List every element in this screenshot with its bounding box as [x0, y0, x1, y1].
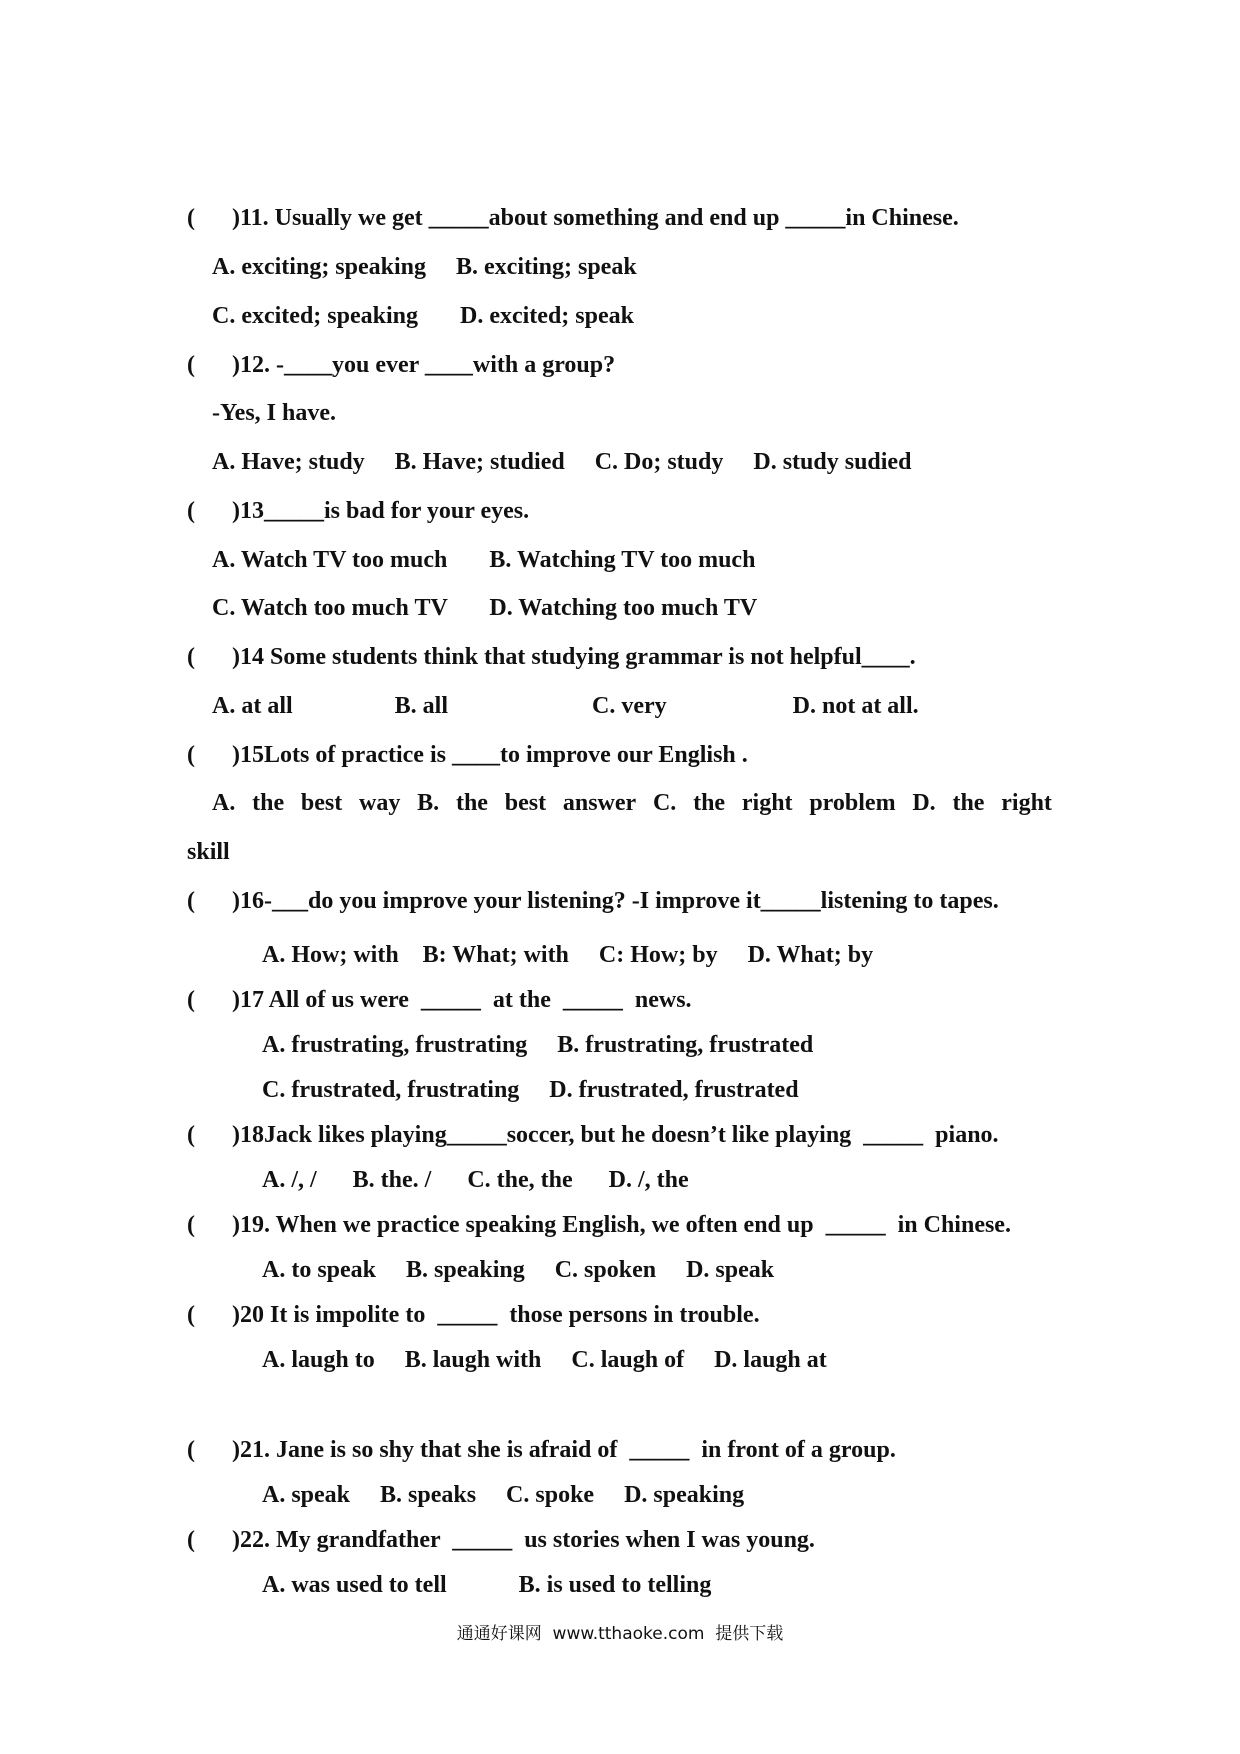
answer-blank-15: ( [187, 742, 195, 768]
question-11-options-row2: C. excited; speaking D. excited; speak [212, 303, 634, 329]
q15-word: best [300, 790, 343, 816]
answer-blank-16: ( [187, 888, 195, 914]
question-12-options: A. Have; study B. Have; studied C. Do; study D. study sudied [212, 449, 912, 475]
q15-word: B. [417, 790, 440, 816]
question-22-stem: )22. My grandfather _____ us stories when I was young. [232, 1527, 815, 1553]
q15-word: the [693, 790, 726, 816]
q15-word: A. [212, 790, 236, 816]
q15-word: problem [809, 790, 896, 816]
answer-blank-12: ( [187, 352, 195, 378]
answer-blank-11: ( [187, 205, 195, 231]
question-20-options: A. laugh to B. laugh with C. laugh of D. laugh at [262, 1347, 827, 1373]
question-16-options: A. How; with B: What; with C: How; by D. What; by [262, 942, 874, 968]
question-11-stem: )11. Usually we get _____about something and end up _____in Chinese. [232, 205, 959, 231]
question-14-stem: )14 Some students think that studying grammar is not helpful____. [232, 644, 916, 670]
answer-blank-22: ( [187, 1527, 195, 1553]
question-11-options-row1: A. exciting; speaking B. exciting; speak [212, 254, 637, 280]
question-21-stem: )21. Jane is so shy that she is afraid of _____ in front of a group. [232, 1437, 896, 1463]
q15-word: right [1001, 790, 1052, 816]
question-19-options: A. to speak B. speaking C. spoken D. speak [262, 1257, 775, 1283]
page-footer: 通通好课网 www.tthaoke.com 提供下载 [456, 1624, 784, 1644]
q15-word: the [252, 790, 285, 816]
answer-blank-18: ( [187, 1122, 195, 1148]
question-12-stem: )12. -____you ever ____with a group? [232, 352, 616, 378]
question-18-options: A. /, / B. the. / C. the, the D. /, the [262, 1167, 689, 1193]
question-15-stem: )15Lots of practice is ____to improve our English . [232, 742, 748, 768]
question-19-stem: )19. When we practice speaking English, we often end up _____ in Chinese. [232, 1212, 1011, 1238]
q15-word: way [359, 790, 401, 816]
question-15-options [212, 788, 1052, 818]
answer-blank-17: ( [187, 987, 195, 1013]
question-18-stem: )18Jack likes playing_____soccer, but he doesn’t like playing _____ piano. [232, 1122, 999, 1148]
question-13-options-row2: C. Watch too much TV D. Watching too much TV [212, 595, 758, 621]
q15-word: C. [652, 790, 677, 816]
answer-blank-20: ( [187, 1302, 195, 1328]
answer-blank-14: ( [187, 644, 195, 670]
q15-word: right [741, 790, 793, 816]
question-16-stem: )16-___do you improve your listening? -I improve it_____listening to tapes. [232, 888, 999, 914]
question-17-options-row1: A. frustrating, frustrating B. frustrating, frustrated [262, 1032, 814, 1058]
question-13-options-row1: A. Watch TV too much B. Watching TV too much [212, 547, 756, 573]
question-12-reply: -Yes, I have. [212, 400, 336, 426]
q15-word: the [952, 790, 985, 816]
question-17-options-row2: C. frustrated, frustrating D. frustrated, frustrated [262, 1077, 799, 1103]
q15-word: best [504, 790, 547, 816]
q15-word: D. [912, 790, 936, 816]
q15-word: the [455, 790, 488, 816]
question-17-stem: )17 All of us were _____ at the _____ news. [232, 987, 692, 1013]
question-20-stem: )20 It is impolite to _____ those persons in trouble. [232, 1302, 760, 1328]
question-14-options: A. at all B. all C. very D. not at all. [212, 693, 919, 719]
q15-word: answer [562, 790, 637, 816]
question-13-stem: )13_____is bad for your eyes. [232, 498, 530, 524]
answer-blank-21: ( [187, 1437, 195, 1463]
answer-blank-19: ( [187, 1212, 195, 1238]
question-21-options: A. speak B. speaks C. spoke D. speaking [262, 1482, 745, 1508]
question-22-options: A. was used to tell B. is used to telling [262, 1572, 712, 1598]
answer-blank-13: ( [187, 498, 195, 524]
question-15-wrap: skill [187, 839, 230, 865]
